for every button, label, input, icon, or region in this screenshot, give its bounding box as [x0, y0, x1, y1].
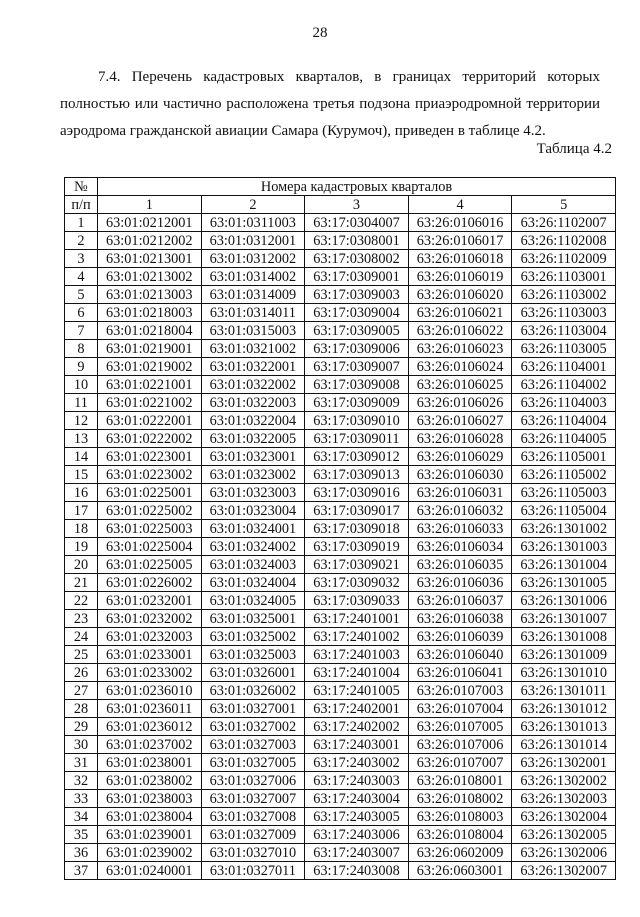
table-caption: Таблица 4.2 [536, 141, 612, 157]
cadastral-number-cell: 63:17:0308001 [305, 232, 409, 250]
row-index-cell: 37 [65, 862, 98, 880]
cadastral-number-cell: 63:26:1302002 [512, 772, 616, 790]
cadastral-number-cell: 63:26:0106018 [408, 250, 512, 268]
cadastral-number-cell: 63:17:2403006 [305, 826, 409, 844]
cadastral-number-cell: 63:17:0309016 [305, 484, 409, 502]
cadastral-number-cell: 63:17:0309019 [305, 538, 409, 556]
table-row [65, 430, 616, 448]
cadastral-number-cell: 63:01:0325002 [201, 628, 305, 646]
table-row [65, 322, 616, 340]
cadastral-number-cell: 63:17:2403002 [305, 754, 409, 772]
cadastral-number-cell: 63:01:0327002 [201, 718, 305, 736]
cadastral-number-cell: 63:01:0322002 [201, 376, 305, 394]
cadastral-number-cell: 63:26:0106030 [408, 466, 512, 484]
row-index-cell: 30 [65, 736, 98, 754]
row-index-cell: 16 [65, 484, 98, 502]
cadastral-number-cell: 63:01:0222001 [98, 412, 202, 430]
cadastral-number-cell: 63:01:0322004 [201, 412, 305, 430]
cadastral-number-cell: 63:01:0225004 [98, 538, 202, 556]
cadastral-number-cell: 63:01:0226002 [98, 574, 202, 592]
column-number: 2 [201, 196, 305, 214]
table-row [65, 232, 616, 250]
cadastral-number-cell: 63:26:1302007 [512, 862, 616, 880]
cadastral-number-cell: 63:17:0308002 [305, 250, 409, 268]
cadastral-number-cell: 63:01:0315003 [201, 322, 305, 340]
cadastral-number-cell: 63:26:0107005 [408, 718, 512, 736]
cadastral-number-cell: 63:26:0107003 [408, 682, 512, 700]
cadastral-number-cell: 63:01:0323004 [201, 502, 305, 520]
cadastral-number-cell: 63:26:0106019 [408, 268, 512, 286]
cadastral-number-cell: 63:01:0236012 [98, 718, 202, 736]
row-index-cell: 13 [65, 430, 98, 448]
cadastral-number-cell: 63:01:0218004 [98, 322, 202, 340]
cadastral-number-cell: 63:26:0108002 [408, 790, 512, 808]
table-row [65, 610, 616, 628]
row-index-cell: 27 [65, 682, 98, 700]
cadastral-number-cell: 63:01:0324001 [201, 520, 305, 538]
cadastral-number-cell: 63:26:0106027 [408, 412, 512, 430]
row-index-cell: 19 [65, 538, 98, 556]
row-index-cell: 24 [65, 628, 98, 646]
table-row [65, 448, 616, 466]
table-row [65, 340, 616, 358]
table-row [65, 268, 616, 286]
cadastral-number-cell: 63:26:1301002 [512, 520, 616, 538]
table-row [65, 520, 616, 538]
cadastral-number-cell: 63:26:1302001 [512, 754, 616, 772]
cadastral-number-cell: 63:01:0324004 [201, 574, 305, 592]
paragraph-body: полностью или частично расположена третья подзона приаэродромной территории аэродрома гражданской авиации Самара (Курумоч), приведен в таблице 4.2. [60, 96, 600, 139]
cadastral-number-cell: 63:26:1105001 [512, 448, 616, 466]
cadastral-number-cell: 63:26:1301006 [512, 592, 616, 610]
row-index-cell: 36 [65, 844, 98, 862]
cadastral-number-cell: 63:26:0106031 [408, 484, 512, 502]
table-row [65, 412, 616, 430]
row-index-cell: 32 [65, 772, 98, 790]
cadastral-number-cell: 63:01:0238003 [98, 790, 202, 808]
cadastral-number-cell: 63:26:1301003 [512, 538, 616, 556]
cadastral-number-cell: 63:01:0233001 [98, 646, 202, 664]
row-index-cell: 28 [65, 700, 98, 718]
cadastral-number-cell: 63:17:0304007 [305, 214, 409, 232]
cadastral-number-cell: 63:01:0232001 [98, 592, 202, 610]
row-index-cell: 3 [65, 250, 98, 268]
table-row [65, 250, 616, 268]
cadastral-number-cell: 63:26:0107007 [408, 754, 512, 772]
column-number: 4 [408, 196, 512, 214]
cadastral-number-cell: 63:01:0225005 [98, 556, 202, 574]
cadastral-number-cell: 63:01:0221001 [98, 376, 202, 394]
cadastral-number-cell: 63:17:0309033 [305, 592, 409, 610]
cadastral-number-cell: 63:26:1302003 [512, 790, 616, 808]
cadastral-number-cell: 63:01:0327007 [201, 790, 305, 808]
row-index-cell: 4 [65, 268, 98, 286]
table-row [65, 502, 616, 520]
cadastral-number-cell: 63:01:0221002 [98, 394, 202, 412]
cadastral-number-cell: 63:01:0223001 [98, 448, 202, 466]
cadastral-number-cell: 63:01:0327010 [201, 844, 305, 862]
cadastral-number-cell: 63:26:1104002 [512, 376, 616, 394]
cadastral-number-cell: 63:17:2403007 [305, 844, 409, 862]
cadastral-number-cell: 63:26:1105004 [512, 502, 616, 520]
cadastral-number-cell: 63:17:0309010 [305, 412, 409, 430]
row-index-cell: 31 [65, 754, 98, 772]
table-row [65, 466, 616, 484]
cadastral-number-cell: 63:17:2403004 [305, 790, 409, 808]
cadastral-number-cell: 63:01:0213002 [98, 268, 202, 286]
cadastral-number-cell: 63:01:0232002 [98, 610, 202, 628]
cadastral-number-cell: 63:26:0107004 [408, 700, 512, 718]
cadastral-number-cell: 63:26:1301004 [512, 556, 616, 574]
row-index-cell: 18 [65, 520, 98, 538]
cadastral-number-cell: 63:26:0106021 [408, 304, 512, 322]
table-row [65, 574, 616, 592]
column-number: 3 [305, 196, 409, 214]
cadastral-number-cell: 63:26:1103005 [512, 340, 616, 358]
cadastral-number-cell: 63:01:0322003 [201, 394, 305, 412]
row-index-cell: 10 [65, 376, 98, 394]
cadastral-number-cell: 63:26:1301005 [512, 574, 616, 592]
column-number: 1 [98, 196, 202, 214]
row-index-cell: 9 [65, 358, 98, 376]
cadastral-number-cell: 63:17:0309006 [305, 340, 409, 358]
table-row [65, 376, 616, 394]
cadastral-number-cell: 63:01:0236010 [98, 682, 202, 700]
cadastral-number-cell: 63:26:0106038 [408, 610, 512, 628]
cadastral-number-cell: 63:01:0322005 [201, 430, 305, 448]
table-row [65, 556, 616, 574]
cadastral-number-cell: 63:01:0327006 [201, 772, 305, 790]
cadastral-number-cell: 63:17:2402001 [305, 700, 409, 718]
cadastral-number-cell: 63:17:0309032 [305, 574, 409, 592]
table-row [65, 808, 616, 826]
row-index-cell: 33 [65, 790, 98, 808]
cadastral-number-cell: 63:26:0106017 [408, 232, 512, 250]
cadastral-number-cell: 63:01:0223002 [98, 466, 202, 484]
cadastral-number-cell: 63:01:0237002 [98, 736, 202, 754]
cadastral-number-cell: 63:01:0213003 [98, 286, 202, 304]
cadastral-number-cell: 63:26:0106040 [408, 646, 512, 664]
row-index-cell: 29 [65, 718, 98, 736]
cadastral-number-cell: 63:26:0602009 [408, 844, 512, 862]
table-row [65, 286, 616, 304]
cadastral-number-cell: 63:26:1301009 [512, 646, 616, 664]
row-index-cell: 5 [65, 286, 98, 304]
cadastral-number-cell: 63:26:0106033 [408, 520, 512, 538]
cadastral-number-cell: 63:17:0309009 [305, 394, 409, 412]
paragraph [60, 64, 600, 145]
row-index-cell: 11 [65, 394, 98, 412]
cadastral-number-cell: 63:01:0326002 [201, 682, 305, 700]
table-row [65, 718, 616, 736]
cadastral-number-cell: 63:26:0106026 [408, 394, 512, 412]
cadastral-number-cell: 63:01:0212001 [98, 214, 202, 232]
cadastral-number-cell: 63:01:0239002 [98, 844, 202, 862]
cadastral-number-cell: 63:01:0327008 [201, 808, 305, 826]
cadastral-number-cell: 63:01:0238004 [98, 808, 202, 826]
cadastral-number-cell: 63:01:0225001 [98, 484, 202, 502]
cadastral-number-cell: 63:01:0323002 [201, 466, 305, 484]
table-row [65, 394, 616, 412]
cadastral-number-cell: 63:17:0309017 [305, 502, 409, 520]
cadastral-number-cell: 63:26:1302006 [512, 844, 616, 862]
cadastral-number-cell: 63:26:0106022 [408, 322, 512, 340]
cadastral-number-cell: 63:01:0312001 [201, 232, 305, 250]
cadastral-number-cell: 63:17:0309007 [305, 358, 409, 376]
cadastral-number-cell: 63:17:2403005 [305, 808, 409, 826]
cadastral-number-cell: 63:26:1302005 [512, 826, 616, 844]
cadastral-number-cell: 63:01:0212002 [98, 232, 202, 250]
cadastral-number-cell: 63:26:1102008 [512, 232, 616, 250]
table-row [65, 484, 616, 502]
cadastral-number-cell: 63:26:1104001 [512, 358, 616, 376]
header-index: № [65, 178, 98, 196]
table-row [65, 214, 616, 232]
cadastral-number-cell: 63:26:1301014 [512, 736, 616, 754]
cadastral-number-cell: 63:17:2403008 [305, 862, 409, 880]
table-row [65, 682, 616, 700]
cadastral-number-cell: 63:26:0106023 [408, 340, 512, 358]
table-row [65, 628, 616, 646]
cadastral-number-cell: 63:17:0309005 [305, 322, 409, 340]
table-row [65, 772, 616, 790]
cadastral-number-cell: 63:26:1302004 [512, 808, 616, 826]
cadastral-number-cell: 63:17:2401005 [305, 682, 409, 700]
row-index-cell: 26 [65, 664, 98, 682]
cadastral-number-cell: 63:17:0309012 [305, 448, 409, 466]
cadastral-number-cell: 63:26:0107006 [408, 736, 512, 754]
row-index-cell: 20 [65, 556, 98, 574]
cadastral-number-cell: 63:01:0327003 [201, 736, 305, 754]
table-row [65, 538, 616, 556]
cadastral-number-cell: 63:17:2401004 [305, 664, 409, 682]
cadastral-number-cell: 63:01:0238001 [98, 754, 202, 772]
cadastral-number-cell: 63:17:2403003 [305, 772, 409, 790]
cadastral-number-cell: 63:01:0232003 [98, 628, 202, 646]
row-index-cell: 7 [65, 322, 98, 340]
cadastral-number-cell: 63:26:1103003 [512, 304, 616, 322]
cadastral-number-cell: 63:26:0106029 [408, 448, 512, 466]
cadastral-number-cell: 63:01:0314011 [201, 304, 305, 322]
cadastral-number-cell: 63:26:0108001 [408, 772, 512, 790]
table-row [65, 754, 616, 772]
cadastral-number-cell: 63:01:0325001 [201, 610, 305, 628]
cadastral-number-cell: 63:26:1102007 [512, 214, 616, 232]
cadastral-number-cell: 63:17:0309003 [305, 286, 409, 304]
cadastral-number-cell: 63:17:0309018 [305, 520, 409, 538]
cadastral-number-cell: 63:01:0233002 [98, 664, 202, 682]
column-number: 5 [512, 196, 616, 214]
page-number: 28 [312, 25, 328, 41]
cadastral-number-cell: 63:17:0309001 [305, 268, 409, 286]
cadastral-number-cell: 63:01:0327001 [201, 700, 305, 718]
table-row [65, 826, 616, 844]
row-index-cell: 15 [65, 466, 98, 484]
table-body [65, 214, 616, 880]
cadastral-number-cell: 63:01:0324002 [201, 538, 305, 556]
cadastral-number-cell: 63:01:0314009 [201, 286, 305, 304]
cadastral-number-cell: 63:26:0106036 [408, 574, 512, 592]
cadastral-number-cell: 63:26:1104004 [512, 412, 616, 430]
cadastral-number-cell: 63:01:0323001 [201, 448, 305, 466]
cadastral-number-cell: 63:01:0321002 [201, 340, 305, 358]
cadastral-number-cell: 63:01:0219001 [98, 340, 202, 358]
cadastral-number-cell: 63:01:0218003 [98, 304, 202, 322]
row-index-cell: 1 [65, 214, 98, 232]
cadastral-number-cell: 63:26:1104005 [512, 430, 616, 448]
cadastral-number-cell: 63:26:0106041 [408, 664, 512, 682]
cadastral-number-cell: 63:17:2403001 [305, 736, 409, 754]
cadastral-number-cell: 63:01:0314002 [201, 268, 305, 286]
cadastral-number-cell: 63:17:2401002 [305, 628, 409, 646]
cadastral-number-cell: 63:26:0106016 [408, 214, 512, 232]
cadastral-number-cell: 63:26:1301010 [512, 664, 616, 682]
paragraph-first-line: 7.4. Перечень кадастровых кварталов, в границах территорий которых [98, 69, 600, 85]
cadastral-number-cell: 63:17:2401003 [305, 646, 409, 664]
cadastral-number-cell: 63:01:0238002 [98, 772, 202, 790]
cadastral-number-cell: 63:01:0322001 [201, 358, 305, 376]
cadastral-number-cell: 63:01:0311003 [201, 214, 305, 232]
row-index-cell: 14 [65, 448, 98, 466]
cadastral-number-cell: 63:01:0222002 [98, 430, 202, 448]
table-row [65, 700, 616, 718]
cadastral-number-cell: 63:26:0106037 [408, 592, 512, 610]
cadastral-number-cell: 63:26:1301013 [512, 718, 616, 736]
cadastral-number-cell: 63:26:1103001 [512, 268, 616, 286]
table-row [65, 862, 616, 880]
table-row [65, 646, 616, 664]
cadastral-number-cell: 63:17:0309008 [305, 376, 409, 394]
cadastral-number-cell: 63:01:0213001 [98, 250, 202, 268]
cadastral-number-cell: 63:01:0225002 [98, 502, 202, 520]
cadastral-number-cell: 63:26:0108004 [408, 826, 512, 844]
cadastral-number-cell: 63:26:1301008 [512, 628, 616, 646]
row-index-cell: 23 [65, 610, 98, 628]
table-row [65, 790, 616, 808]
cadastral-number-cell: 63:26:0106025 [408, 376, 512, 394]
table-row [65, 358, 616, 376]
row-index-cell: 22 [65, 592, 98, 610]
row-index-cell: 35 [65, 826, 98, 844]
row-index-cell: 21 [65, 574, 98, 592]
cadastral-number-cell: 63:26:1301011 [512, 682, 616, 700]
table-row [65, 844, 616, 862]
cadastral-number-cell: 63:17:2401001 [305, 610, 409, 628]
row-index-cell: 25 [65, 646, 98, 664]
cadastral-number-cell: 63:01:0326001 [201, 664, 305, 682]
cadastral-number-cell: 63:01:0324005 [201, 592, 305, 610]
cadastral-number-cell: 63:17:0309021 [305, 556, 409, 574]
table-row [65, 736, 616, 754]
cadastral-number-cell: 63:01:0236011 [98, 700, 202, 718]
cadastral-number-cell: 63:26:1301007 [512, 610, 616, 628]
header-index-sub: п/п [65, 196, 98, 214]
row-index-cell: 6 [65, 304, 98, 322]
cadastral-number-cell: 63:26:0603001 [408, 862, 512, 880]
row-index-cell: 12 [65, 412, 98, 430]
cadastral-number-cell: 63:26:1301012 [512, 700, 616, 718]
row-index-cell: 34 [65, 808, 98, 826]
cadastral-number-cell: 63:26:0106035 [408, 556, 512, 574]
cadastral-number-cell: 63:26:1103002 [512, 286, 616, 304]
row-index-cell: 8 [65, 340, 98, 358]
row-index-cell: 17 [65, 502, 98, 520]
cadastral-number-cell: 63:17:2402002 [305, 718, 409, 736]
table-row [65, 664, 616, 682]
cadastral-number-cell: 63:01:0240001 [98, 862, 202, 880]
table-header [65, 178, 616, 214]
cadastral-number-cell: 63:26:0106028 [408, 430, 512, 448]
table-row [65, 304, 616, 322]
cadastral-number-cell: 63:26:1102009 [512, 250, 616, 268]
cadastral-number-cell: 63:01:0225003 [98, 520, 202, 538]
cadastral-number-cell: 63:01:0325003 [201, 646, 305, 664]
cadastral-number-cell: 63:17:0309011 [305, 430, 409, 448]
cadastral-number-cell: 63:26:0106024 [408, 358, 512, 376]
table-row [65, 592, 616, 610]
cadastral-number-cell: 63:01:0323003 [201, 484, 305, 502]
cadastral-number-cell: 63:17:0309013 [305, 466, 409, 484]
cadastral-number-cell: 63:01:0219002 [98, 358, 202, 376]
cadastral-number-cell: 63:01:0327009 [201, 826, 305, 844]
cadastral-number-cell: 63:01:0327005 [201, 754, 305, 772]
cadastral-number-cell: 63:26:0108003 [408, 808, 512, 826]
row-index-cell: 2 [65, 232, 98, 250]
cadastral-number-cell: 63:01:0239001 [98, 826, 202, 844]
cadastral-number-cell: 63:26:1105003 [512, 484, 616, 502]
cadastral-number-cell: 63:26:1104003 [512, 394, 616, 412]
header-group: Номера кадастровых кварталов [98, 178, 616, 196]
cadastral-quarters-table [64, 177, 616, 880]
cadastral-number-cell: 63:26:1103004 [512, 322, 616, 340]
cadastral-number-cell: 63:26:0106039 [408, 628, 512, 646]
cadastral-number-cell: 63:17:0309004 [305, 304, 409, 322]
cadastral-number-cell: 63:26:0106032 [408, 502, 512, 520]
cadastral-number-cell: 63:01:0312002 [201, 250, 305, 268]
cadastral-number-cell: 63:01:0327011 [201, 862, 305, 880]
cadastral-number-cell: 63:26:0106020 [408, 286, 512, 304]
cadastral-number-cell: 63:26:1105002 [512, 466, 616, 484]
cadastral-number-cell: 63:26:0106034 [408, 538, 512, 556]
cadastral-number-cell: 63:01:0324003 [201, 556, 305, 574]
